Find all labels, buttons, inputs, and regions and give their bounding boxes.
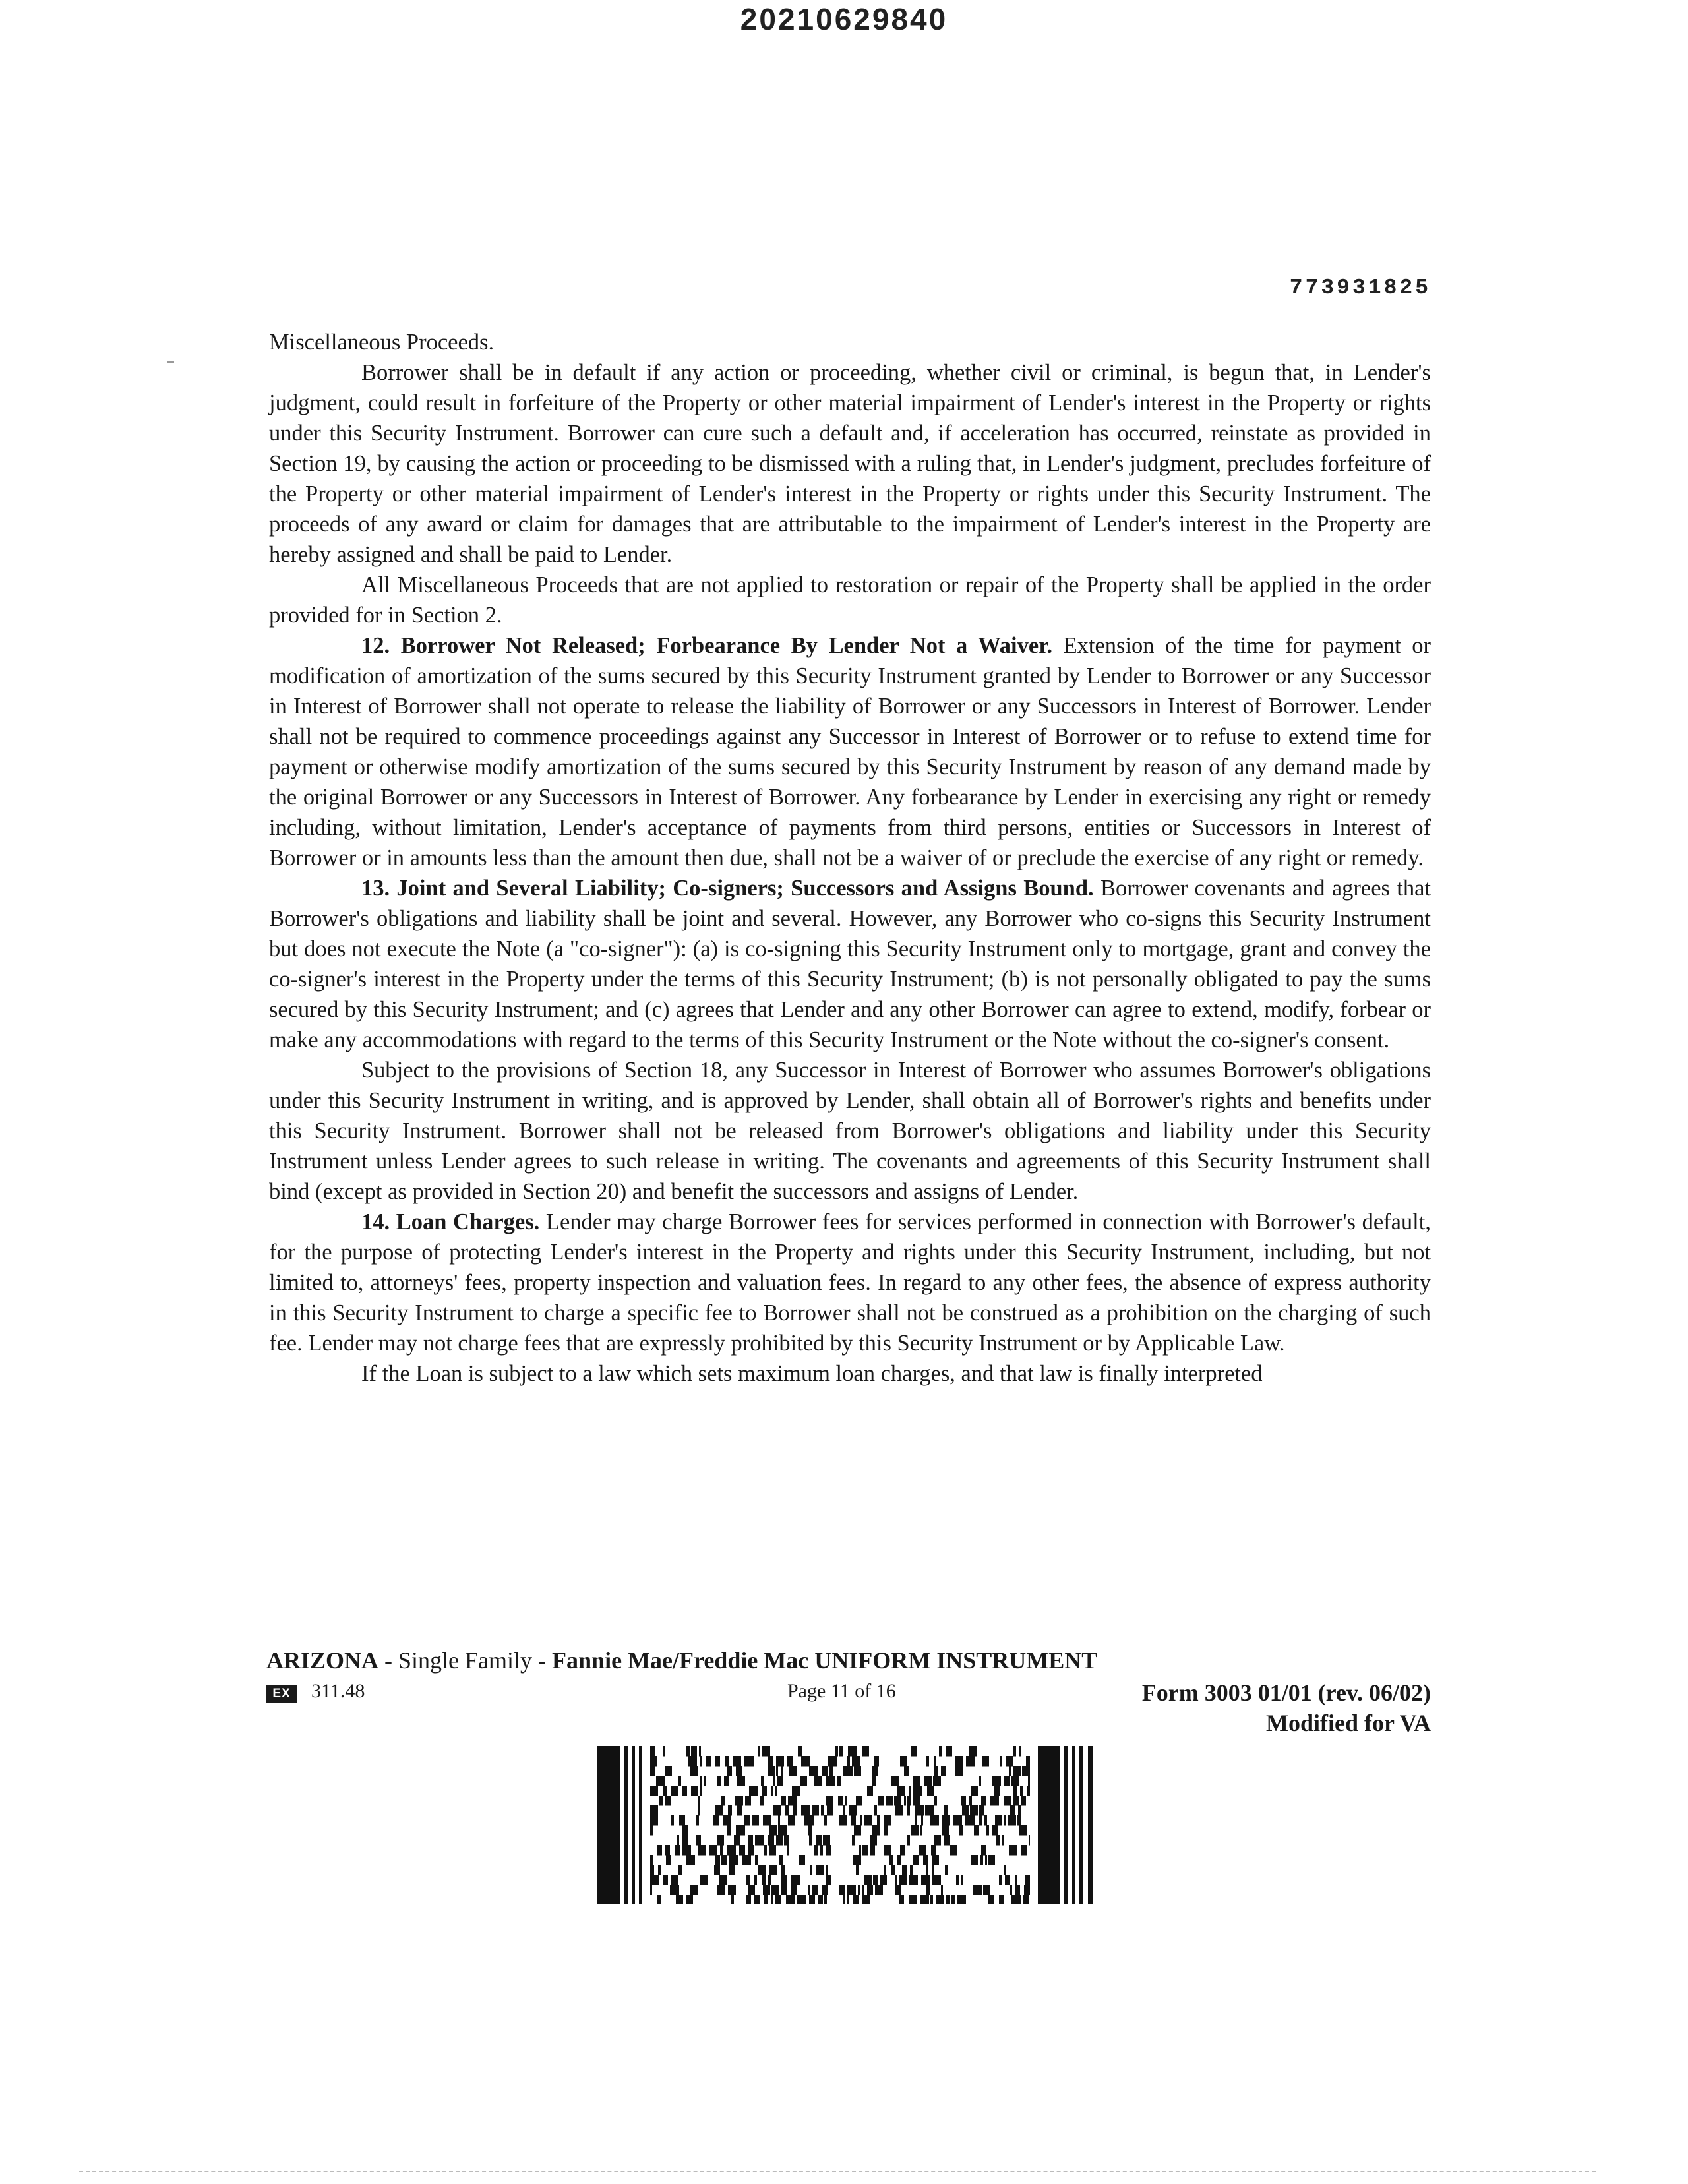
footer-family: Single Family <box>398 1647 533 1674</box>
footer-state: ARIZONA <box>266 1647 379 1674</box>
section-14-heading: 14. Loan Charges. <box>361 1209 540 1234</box>
footer-separator: - <box>378 1647 399 1674</box>
barcode-icon <box>597 1746 1095 1904</box>
footer-title <box>266 1646 1097 1675</box>
form-number: Form 3003 01/01 (rev. 06/02) <box>1141 1680 1431 1706</box>
footer-instrument: Fannie Mae/Freddie Mac UNIFORM INSTRUMENT <box>552 1647 1098 1674</box>
paragraph-continuation: Miscellaneous Proceeds. <box>269 330 495 355</box>
section-14 <box>269 1207 1431 1358</box>
section-14-text: Lender may charge Borrower fees for services performed in connection with Borrower's default, for the purpose of protecting Lender's interest in the Property and rights under this Security Instrument, including, but not limited to, attorneys' fees, property inspection and valuation fees. In regard to any other fees, the absence of express authority in this Security Instrument to charge a specific fee to Borrower shall not be construed as a prohibition on the charging of such fee. Lender may not charge fees that are expressly prohibited by this Security Instrument or by Applicable Law. <box>269 1209 1431 1356</box>
form-code: 311.48 <box>311 1680 365 1702</box>
section-12-text: Extension of the time for payment or modification of amortization of the sums secured by this Security Instrument granted by Lender to Borrower or any Successor in Interest of Borrower shall not operate to release the liability of Borrower or any Successors in Interest of Borrower. Lender shall not be required to commence proceedings against any Successor in Interest of Borrower or to refuse to extend time for payment or otherwise modify amortization of the sums secured by this Security Instrument by reason of any demand made by the original Borrower or any Successors in Interest of Borrower. Any forbearance by Lender in exercising any right or remedy including, without limitation, Lender's acceptance of payments from third persons, entities or Successors in Interest of Borrower or in amounts less than the amount then due, shall not be a waiver of or preclude the exercise of any right or remedy. <box>269 633 1431 870</box>
paragraph-misc-proceeds: All Miscellaneous Proceeds that are not applied to restoration or repair of the Property shall be applied in the order provided for in Section 2. <box>269 572 1431 628</box>
section-12-heading: 12. Borrower Not Released; Forbearance By Lender Not a Waiver. <box>361 633 1052 658</box>
ex-logo-icon: EX <box>266 1685 297 1703</box>
form-number-block <box>1142 1678 1431 1738</box>
paragraph-default: Borrower shall be in default if any action or proceeding, whether civil or criminal, is begun that, in Lender's judgment, could result in forfeiture of the Property or other material impairment of Lender's interest in the Property or rights under this Security Instrument. Borrower can cure such a default and, if acceleration has occurred, reinstate as provided in Section 19, by causing the action or proceeding to be dismissed with a ruling that, in Lender's judgment, precludes forfeiture of the Property or other material impairment of Lender's interest in the Property or rights under this Security Instrument. The proceeds of any award or claim for damages that are attributable to the impairment of Lender's interest in the Property are hereby assigned and shall be paid to Lender. <box>269 360 1431 567</box>
section-12 <box>269 630 1431 873</box>
page-number: Page 11 of 16 <box>787 1680 896 1702</box>
loan-number: 773931825 <box>1289 276 1431 300</box>
document-body <box>269 327 1431 1389</box>
paragraph-successors: Subject to the provisions of Section 18, any Successor in Interest of Borrower who assumes Borrower's obligations under this Security Instrument in writing, and is approved by Lender, shall obtain all of Borrower's rights and benefits under this Security Instrument. Borrower shall not be released from Borrower's obligations and liability under this Security Instrument unless Lender agrees to such release in writing. The covenants and agreements of this Security Instrument shall bind (except as provided in Section 20) and benefit the successors and assigns of Lender. <box>269 1058 1431 1204</box>
section-13-heading: 13. Joint and Several Liability; Co-signers; Successors and Assigns Bound. <box>361 876 1094 901</box>
section-13 <box>269 873 1431 1055</box>
form-modified: Modified for VA <box>1265 1710 1431 1736</box>
scan-edge <box>79 2171 1596 2172</box>
scan-speck <box>167 361 174 363</box>
recording-number: 20210629840 <box>740 2 948 36</box>
footer-separator: - <box>532 1647 553 1674</box>
paragraph-loan-law: If the Loan is subject to a law which sets maximum loan charges, and that law is finally interpreted <box>361 1361 1263 1386</box>
section-13-text: Borrower covenants and agrees that Borrower's obligations and liability shall be joint and several. However, any Borrower who co-signs this Security Instrument but does not execute the Note (a "co-signer"): (a) is co-signing this Security Instrument only to mortgage, grant and convey the co-signer's interest in the Property under the terms of this Security Instrument; (b) is not personally obligated to pay the sums secured by this Security Instrument; and (c) agrees that Lender and any other Borrower can agree to extend, modify, forbear or make any accommodations with regard to the terms of this Security Instrument or the Note without the co-signer's consent. <box>269 876 1431 1052</box>
